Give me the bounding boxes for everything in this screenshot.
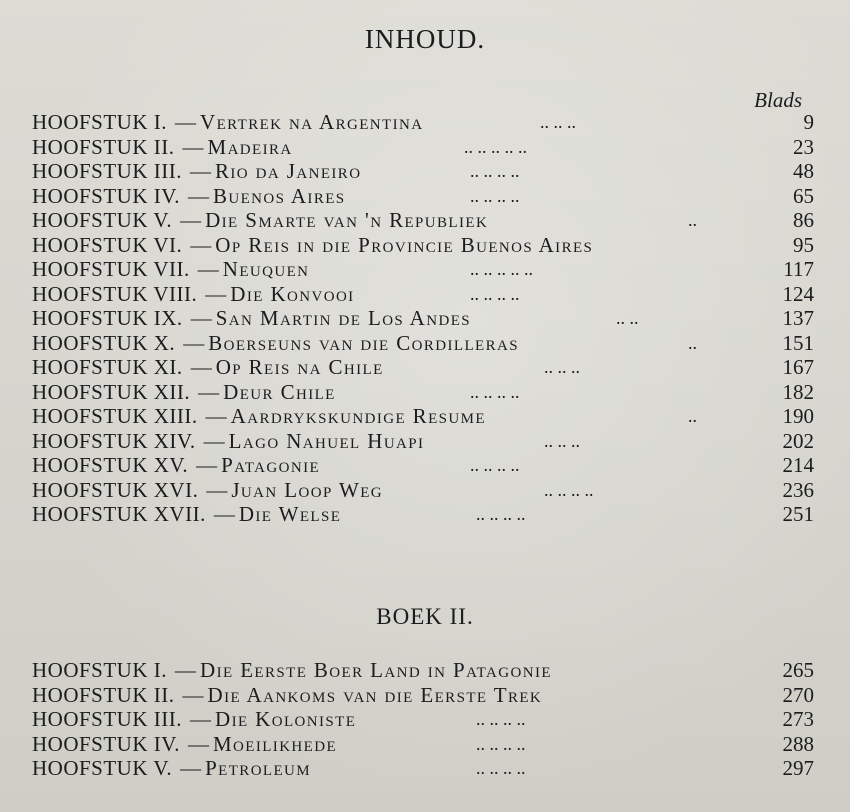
dash-separator: — [203, 428, 225, 453]
dot-leader: .. .. .. .. [470, 381, 520, 402]
page-number: 297 [782, 756, 814, 780]
dot-leader: .. [688, 332, 697, 353]
dot-leader: .. .. .. .. .. [470, 259, 533, 279]
dot-leader: .. .. .. .. [470, 185, 520, 206]
dot-leader: .. [688, 210, 697, 230]
chapter-title: Die Welse [238, 502, 342, 526]
toc-entry [32, 478, 814, 503]
chapter-number: HOOFSTUK IV. [32, 183, 180, 208]
toc-entry [32, 658, 814, 683]
toc-entry [32, 184, 814, 209]
page-number: 65 [793, 183, 814, 208]
dash-separator: — [205, 404, 227, 428]
dot-leader: .. .. .. .. .. [464, 136, 527, 157]
dash-separator: — [190, 306, 212, 330]
chapter-title: Buenos Aires [212, 183, 346, 208]
page-number: 190 [782, 404, 814, 428]
page-number: 117 [783, 257, 814, 281]
chapter-number: HOOFSTUK IX. [32, 306, 183, 330]
chapter-title: Neuquen [222, 257, 310, 281]
toc-entry [32, 683, 814, 708]
dot-leader: .. .. .. .. [470, 455, 520, 475]
page-number: 124 [782, 281, 814, 306]
page-number: 265 [782, 658, 814, 682]
chapter-number: HOOFSTUK I. [32, 110, 168, 134]
chapter-number: HOOFSTUK VII. [32, 257, 190, 281]
toc-entry [32, 380, 814, 405]
page-number: 273 [782, 707, 814, 731]
toc-entry [32, 306, 814, 331]
dash-separator: — [187, 731, 209, 756]
page-number: 9 [803, 110, 814, 134]
chapter-title: Lago Nahuel Huapi [228, 428, 425, 453]
toc-entry [32, 282, 814, 307]
dash-separator: — [205, 281, 227, 306]
chapter-title: Boerseuns van die Cordilleras [208, 330, 519, 355]
toc-entry [32, 257, 814, 282]
dot-leader: .. [688, 406, 697, 426]
chapter-title: Deur Chile [223, 379, 336, 404]
toc-entry [32, 453, 814, 478]
page-number: 137 [782, 306, 814, 330]
dot-leader: .. .. .. .. [470, 283, 520, 304]
chapter-number: HOOFSTUK X. [32, 330, 176, 355]
chapter-title: Die Aankoms van die Eerste Trek [207, 682, 543, 707]
chapter-title: Petroleum [205, 756, 312, 780]
toc-entry [32, 208, 814, 233]
page-number: 214 [782, 453, 814, 477]
dot-leader: .. .. .. .. [470, 161, 520, 181]
toc-entry [32, 331, 814, 356]
page-number: 95 [793, 232, 814, 257]
chapter-number: HOOFSTUK VIII. [32, 281, 198, 306]
dash-separator: — [175, 658, 197, 682]
dash-separator: — [190, 159, 211, 183]
page-number: 251 [782, 502, 814, 526]
dash-separator: — [196, 453, 218, 477]
dot-leader: .. .. .. .. [476, 758, 526, 778]
chapter-title: Op Reis na Chile [215, 355, 384, 379]
table-of-contents-book1 [32, 110, 814, 527]
chapter-title: Moeilikhede [212, 731, 338, 756]
chapter-title: Vertrek na Argentina [200, 110, 424, 134]
dot-leader: .. .. .. .. [476, 504, 526, 524]
chapter-number: HOOFSTUK XII. [32, 379, 191, 404]
page-number: 167 [782, 355, 814, 379]
page-number: 236 [782, 477, 814, 502]
chapter-number: HOOFSTUK XV. [32, 453, 189, 477]
book-section-title: BOEK II. [376, 604, 474, 629]
page-number: 270 [782, 682, 814, 707]
chapter-title: Op Reis in die Provincie Buenos Aires [215, 232, 594, 257]
dash-separator: — [213, 502, 235, 526]
chapter-number: HOOFSTUK II. [32, 134, 175, 159]
chapter-number: HOOFSTUK III. [32, 707, 182, 731]
chapter-title: Die Koloniste [215, 707, 357, 731]
chapter-number: HOOFSTUK XIV. [32, 428, 196, 453]
dash-separator: — [175, 110, 197, 134]
chapter-title: Madeira [207, 134, 293, 159]
dot-leader: .. .. [616, 308, 639, 328]
dash-separator: — [182, 682, 204, 707]
chapter-number: HOOFSTUK V. [32, 756, 173, 780]
chapter-title: Juan Loop Weg [231, 477, 383, 502]
dot-leader: .. .. .. [540, 112, 576, 132]
dot-leader: .. .. .. [544, 430, 580, 451]
chapter-number: HOOFSTUK VI. [32, 232, 183, 257]
dash-separator: — [198, 379, 220, 404]
toc-entry [32, 355, 814, 380]
chapter-number: HOOFSTUK XIII. [32, 404, 198, 428]
chapter-number: HOOFSTUK XVII. [32, 502, 206, 526]
page-number: 23 [793, 134, 814, 159]
chapter-title: San Martin de Los Andes [215, 306, 472, 330]
dot-leader: .. .. .. .. [476, 733, 526, 754]
dot-leader: .. .. .. [544, 357, 580, 377]
chapter-number: HOOFSTUK IV. [32, 731, 180, 756]
page-number: 48 [793, 159, 814, 183]
chapter-number: HOOFSTUK III. [32, 159, 182, 183]
page-number: 202 [782, 428, 814, 453]
chapter-number: HOOFSTUK II. [32, 682, 175, 707]
chapter-number: HOOFSTUK XI. [32, 355, 183, 379]
dash-separator: — [183, 330, 205, 355]
chapter-title: Die Eerste Boer Land in Patagonie [200, 658, 552, 682]
toc-entry [32, 732, 814, 757]
toc-entry [32, 404, 814, 429]
dash-separator: — [180, 208, 202, 232]
chapter-title: Aardrykskundige Resume [230, 404, 486, 428]
dash-separator: — [190, 355, 212, 379]
toc-entry [32, 110, 814, 135]
page-number: 288 [782, 731, 814, 756]
dash-separator: — [190, 707, 211, 731]
toc-entry [32, 159, 814, 184]
chapter-number: HOOFSTUK XVI. [32, 477, 199, 502]
dot-leader: .. .. .. .. [476, 709, 526, 729]
toc-entry [32, 502, 814, 527]
chapter-number: HOOFSTUK I. [32, 658, 168, 682]
page-title: INHOUD. [364, 24, 486, 54]
table-of-contents-book2 [32, 658, 814, 781]
chapter-number: HOOFSTUK V. [32, 208, 173, 232]
page-number: 86 [793, 208, 814, 232]
toc-entry [32, 135, 814, 160]
dot-leader: .. .. .. .. [544, 479, 594, 500]
page-number: 151 [782, 330, 814, 355]
toc-entry [32, 707, 814, 732]
toc-entry [32, 756, 814, 781]
chapter-title: Rio da Janeiro [215, 159, 362, 183]
chapter-title: Die Konvooi [230, 281, 355, 306]
dash-separator: — [197, 257, 219, 281]
chapter-title: Patagonie [221, 453, 321, 477]
page-column-label: Blads [754, 88, 802, 112]
dash-separator: — [190, 232, 212, 257]
dash-separator: — [182, 134, 204, 159]
dash-separator: — [180, 756, 202, 780]
toc-entry [32, 429, 814, 454]
toc-entry [32, 233, 814, 258]
chapter-title: Die Smarte van 'n Republiek [205, 208, 489, 232]
dash-separator: — [187, 183, 209, 208]
page-number: 182 [782, 379, 814, 404]
dash-separator: — [206, 477, 228, 502]
